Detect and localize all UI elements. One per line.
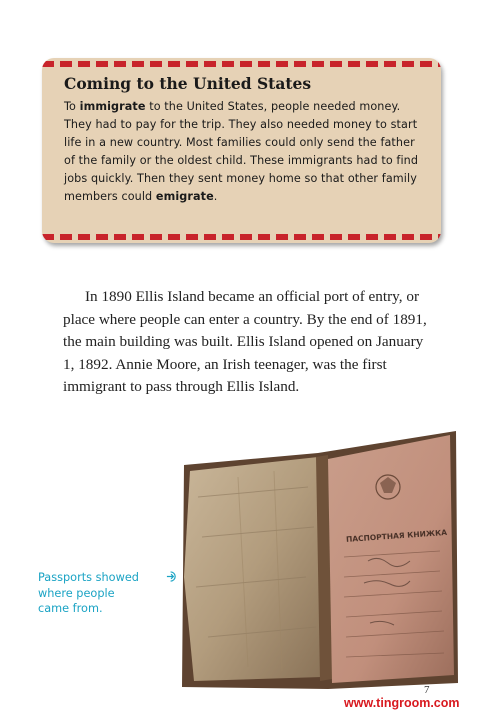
caption-line: came from.	[38, 602, 103, 615]
term-immigrate: immigrate	[79, 100, 146, 113]
sidebar-text-part: To	[64, 100, 80, 113]
passport-right-page	[328, 435, 454, 683]
sidebar-title: Coming to the United States	[64, 74, 312, 93]
passport-left-page	[184, 457, 322, 681]
caption-line: where people	[38, 586, 115, 600]
term-emigrate: emigrate	[155, 190, 214, 203]
arrow-right-icon	[166, 571, 177, 582]
photo-caption	[38, 570, 178, 617]
sidebar-bottom-stripe	[42, 234, 441, 240]
sidebar-text-part: to the United States, people needed money. They had to pay for the trip. They also needed money to start life in a new country. Most families could only send the father of the family or the oldest child. These immigrants had to find jobs quickly. Then they sent money home so that other family members could	[64, 100, 419, 203]
watermark: www.tingroom.com	[344, 696, 460, 710]
sidebar-top-stripe	[42, 61, 441, 67]
sidebar-text	[64, 98, 429, 206]
sidebar-text-part: .	[213, 190, 218, 203]
passport-photo	[178, 427, 460, 691]
caption-line: Passports showed	[38, 571, 139, 584]
page-number: 7	[424, 684, 430, 696]
passport-book-title: ПАСПОРТНАЯ КНИЖКА	[345, 527, 448, 544]
sidebar-box	[42, 58, 441, 243]
body-paragraph: In 1890 Ellis Island became an official port of entry, or place where people can enter a country. By the end of 1891, the main building was built. Ellis Island opened on January 1, 1892. Annie Moore, an Irish teenager, was the first immigrant to pass through Ellis Island.	[63, 288, 427, 395]
